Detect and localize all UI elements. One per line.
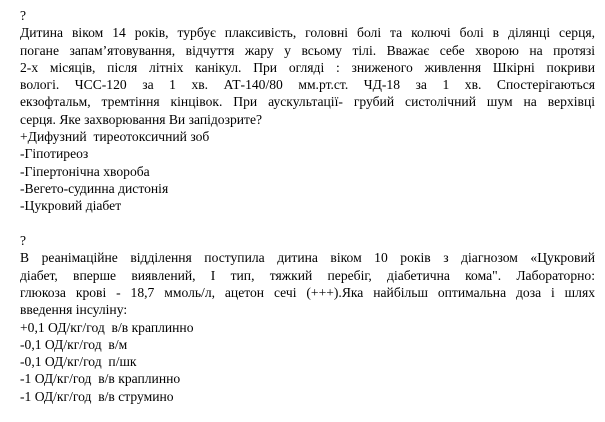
question-2-text-line-3: глюкоза крові - 18,7 ммоль/л, ацетон сечі (+++).Яка найбільш оптимальна доза і шлях: [20, 284, 595, 300]
question-1-text-line-5: екзофтальм, тремтіння кінцівок. При аускультації- грубий систолічний шум на верхівці: [20, 94, 595, 110]
question-2-option-4: -1 ОД/кг/год в/в краплинно: [20, 371, 181, 387]
blank-line: [20, 215, 595, 233]
question-1-marker: ?: [20, 8, 27, 23]
question-1-text-line-4: вологі. ЧСС-120 за 1 хв. АТ-140/80 мм.рт.ст. ЧД-18 за 1 хв. Спостерігаються: [20, 77, 595, 93]
question-2-option-2: -0,1 ОД/кг/год в/м: [20, 336, 128, 352]
question-1-text-line-6: серця. Яке захворювання Ви запідозрите?: [20, 111, 263, 127]
question-1-option-4: -Вегето-судинна дистонія: [20, 180, 169, 196]
question-2-text-line-4: введення інсуліну:: [20, 302, 128, 318]
question-2-marker: ?: [20, 233, 27, 249]
question-1-option-1: +Дифузний тиреотоксичний зоб: [20, 129, 210, 145]
question-1-option-2: -Гіпотиреоз: [20, 146, 89, 162]
question-2-option-5: -1 ОД/кг/год в/в струмино: [20, 388, 174, 404]
question-2-option-1: +0,1 ОД/кг/год в/в краплинно: [20, 319, 194, 335]
question-1-text-line-3: 2-х місяців, після літніх канікул. При огляді : зниженого живлення Шкірні покриви: [20, 59, 595, 75]
question-2-option-3: -0,1 ОД/кг/год п/шк: [20, 354, 137, 370]
question-2-text-line-1: В реанімаційне відділення поступила дитина віком 10 років з діагнозом «Цукровий: [20, 250, 595, 266]
question-2-text-line-2: діабет, вперше виявлений, І тип, тяжкий перебіг, діабетична кома". Лабораторно:: [20, 267, 595, 283]
question-1-text-line-2: погане запам’ятовування, відчуття жару у всьому тілі. Вважає себе хворою на протязі: [20, 42, 595, 58]
question-1-text-line-1: Дитина віком 14 років, турбує плаксивість, головні болі та колючі болі в ділянці серця,: [20, 25, 595, 41]
question-1-option-3: -Гіпертонічна хвороба: [20, 163, 150, 179]
question-1-option-5: -Цукровий діабет: [20, 198, 122, 214]
